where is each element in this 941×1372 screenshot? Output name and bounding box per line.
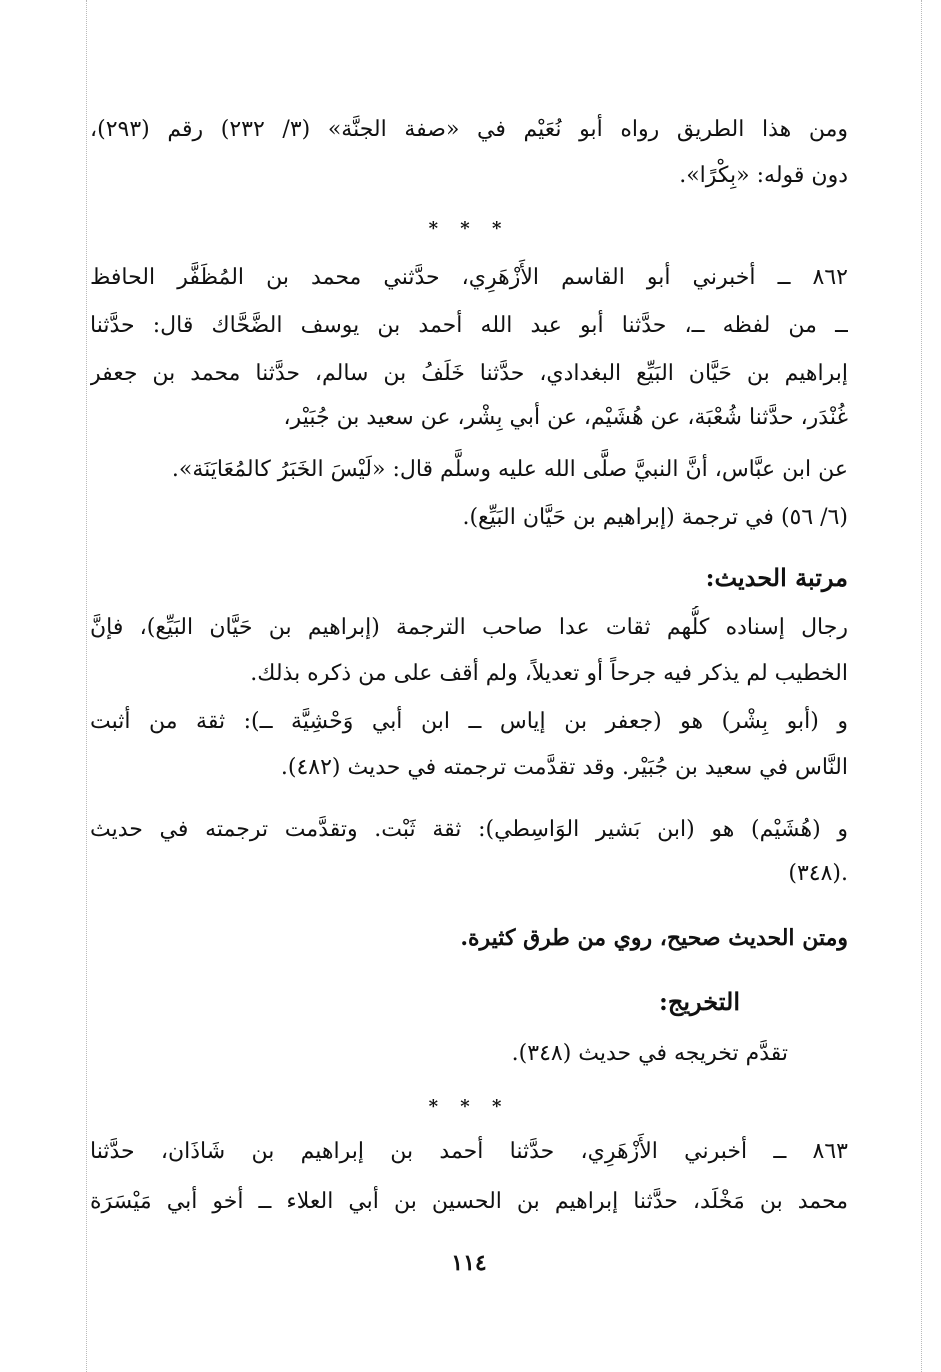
page-number: ١١٤ [451,1250,487,1276]
right-dotted-edge [921,0,922,1372]
takhrij-line: تقدَّم تخريجه في حديث (٣٤٨). [511,1041,788,1066]
heading-takhrij: التخريج: [659,987,740,1016]
rank-conclusion: ومتن الحديث صحيح، روي من طرق كثيرة. [460,925,848,951]
rank-line: (٣٤٨). [788,861,848,886]
hadith-862-line: إبراهيم بن حَيَّان البَيِّع البغدادي، حدَّثنا خَلَفُ بن سالم، حدَّثنا محمد بن جعفر [90,361,848,386]
rank-line: رجال إسناده كلُّهم ثقات عدا صاحب الترجمة (إبراهيم بن حَيَّان البَيِّع)، فإنَّ [90,615,848,640]
hadith-862-line: غُنْدَر، حدَّثنا شُعْبَة، عن هُشَيْم، عن أبي بِشْر، عن سعيد بن جُبَيْر، [283,405,848,430]
heading-rank: مرتبة الحديث: [705,563,848,592]
rank-line: و (أبو بِشْر) هو (جعفر بن إياس ــ ابن أبي وَحْشِيَّة ــ): ثقة من أثبت [90,709,848,734]
text-line: ومن هذا الطريق رواه أبو نُعَيْم في «صفة الجنَّة» (٣/ ٢٣٢) رقم (٢٩٣)، [90,117,848,142]
hadith-862-line: ــ من لفظه ــ، حدَّثنا أبو عبد الله أحمد بن يوسف الضَّحَّاك قال: حدَّثنا [90,313,848,338]
hadith-862-matn: عن ابن عبَّاس، أنَّ النبيَّ صلَّى الله عليه وسلَّم قال: «لَيْسَ الخَبَرُ كالمُعَايَنَة». [171,457,848,482]
hadith-863-line: ٨٦٣ ــ أخبرني الأَزْهَرِي، حدَّثنا أحمد بن إبراهيم بن شَاذَان، حدَّثنا [90,1139,848,1164]
rank-line: النَّاس في سعيد بن جُبَيْر. وقد تقدَّمت ترجمته في حديث (٤٨٢). [280,755,848,780]
text-line: دون قوله: «بِكْرًا». [679,163,848,188]
rank-line: و (هُشَيْم) هو (ابن بَشير الوَاسِطي): ثقة ثَبْت. وتقدَّمت ترجمته في حديث [90,817,848,842]
hadith-863-line: محمد بن مَخْلَد، حدَّثنا إبراهيم بن الحسين بن أبي العلاء ــ أخو أبي مَيْسَرَة [90,1189,848,1214]
rank-line: الخطيب لم يذكر فيه جرحاً أو تعديلاً، ولم أقف على من ذكره بذلك. [250,661,848,686]
section-separator: * * * [428,1096,510,1117]
left-dotted-edge [86,0,87,1372]
section-separator: * * * [428,218,510,239]
hadith-862-source: (٦/ ٥٦) في ترجمة (إبراهيم بن حَيَّان البَيِّع). [462,505,848,530]
hadith-862-line: ٨٦٢ ــ أخبرني أبو القاسم الأَزْهَرِي، حدَّثني محمد بن المُظَفَّر الحافظ [90,265,848,290]
